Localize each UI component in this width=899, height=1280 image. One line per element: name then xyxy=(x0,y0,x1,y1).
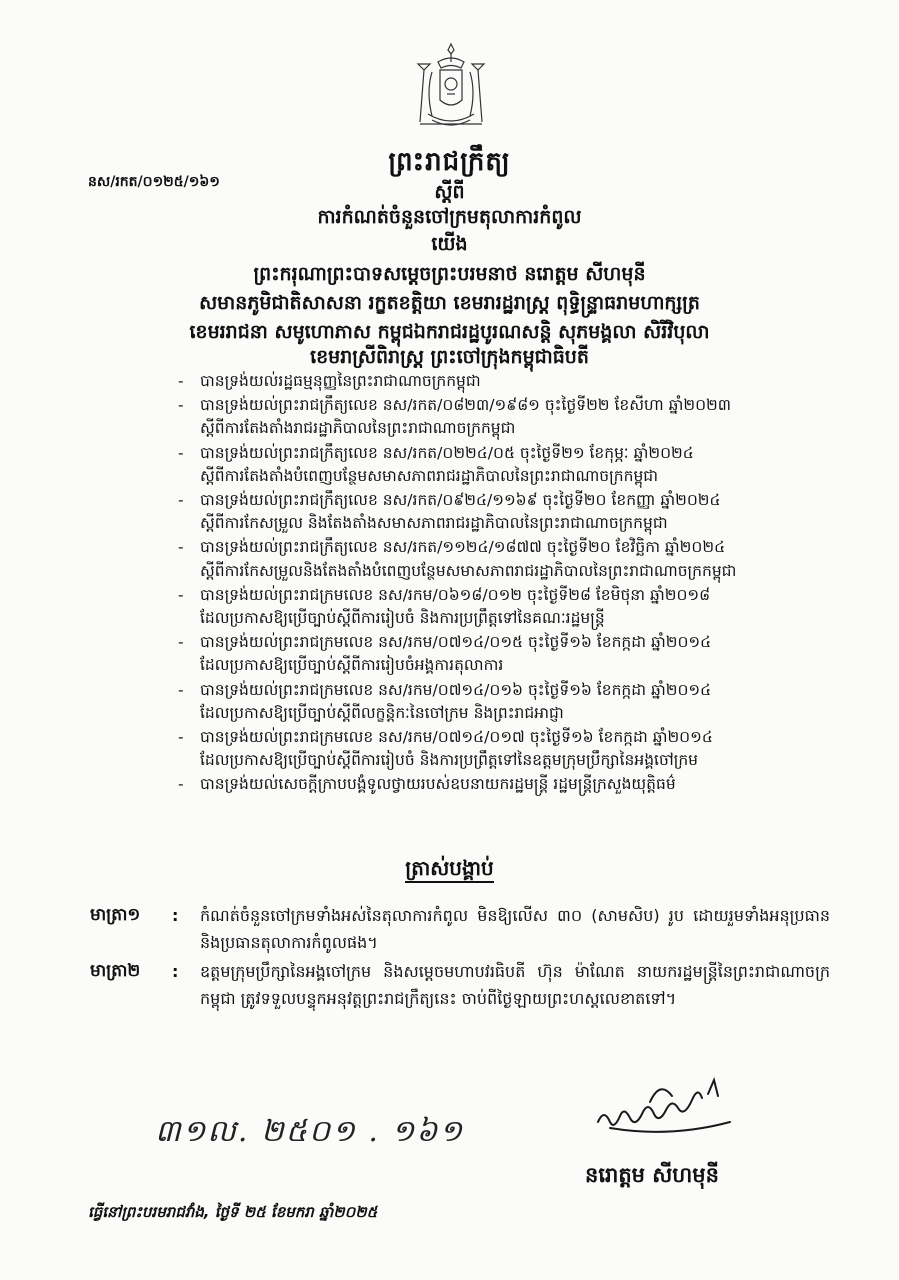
signer-name: នរោត្តម សីហមុនី xyxy=(585,1163,719,1187)
consideration-item: - បានទ្រង់យល់ព្រះរាជក្រមលេខ នស/រកម/០៧១៤/០១៦ ចុះថ្ងៃទី១៦ ខែកក្កដា ឆ្នាំ២០១៤ ដែលប្រកាសឱ្យប្រើច្បាប់ស្តីពីលក្ខន្តិកៈនៃចៅក្រម និងព្រះរាជអាជ្ញា xyxy=(178,680,712,722)
article-label: មាត្រា១ xyxy=(90,905,141,925)
article-2: មាត្រា២ : ឧត្តមក្រុមប្រឹក្សានៃអង្គចៅក្រម និងសម្តេចមហាបវរធិបតី ហ៊ុន ម៉ាណែត នាយករដ្ឋមន្ត្រីនៃព្រះរាជាណាចក្រកម្ពុជា ត្រូវទទួលបន្ទុកអនុវត្តព្រះរាជក្រឹត្យនេះ ចាប់ពីថ្ងៃឡាយព្រះហស្តលេខាតទៅ។ xyxy=(90,958,830,1012)
we-label: យើង xyxy=(431,233,468,255)
king-title-line: ខេមរាស្រីពិរាស្ត្រ ព្រះចៅក្រុងកម្ពុជាធិបតី xyxy=(310,346,589,368)
handwritten-date: ៣១ល. ២៥០១ . ១៦១ xyxy=(155,1114,465,1149)
place-and-date: ធ្វើនៅព្រះបរមរាជវាំង, ថ្ងៃទី ២៥ ខែមករា ឆ្នាំ២០២៥ xyxy=(88,1203,378,1221)
reference-number: នស/រកត/០១២៥/១៦១ xyxy=(88,174,220,190)
decree-heading: ត្រាស់បង្គាប់ xyxy=(0,855,899,885)
subject-title: ការកំណត់ចំនួនចៅក្រមតុលាការកំពូល xyxy=(317,206,582,228)
consideration-item: - បានទ្រង់យល់ព្រះរាជក្រមលេខ នស/រកម/០៦១៨/០១២ ចុះថ្ងៃទី២៨ ខែមិថុនា ឆ្នាំ២០១៨ ដែលប្រកាសឱ្យប្រើច្បាប់ស្តីពីការរៀបចំ និងការប្រព្រឹត្តទៅនៃគណៈរដ្ឋមន្ត្រី xyxy=(178,585,711,628)
article-text: ឧត្តមក្រុមប្រឹក្សានៃអង្គចៅក្រម និងសម្តេចមហាបវរធិបតី ហ៊ុន ម៉ាណែត នាយករដ្ឋមន្ត្រីនៃព្រះរាជាណាចក្រកម្ពុជា ត្រូវទទួលបន្ទុកអនុវត្តព្រះរាជក្រឹត្យនេះ ចាប់ពីថ្ងៃឡាយព្រះហស្តលេខាតទៅ។ xyxy=(200,962,830,1008)
king-title-line: ខេមររាជនា សមូហោភាស កម្ពុជឯករាជរដ្ឋបូរណសន្តិ សុភមង្គលា សិរីវិបុលា xyxy=(189,321,710,343)
consideration-item: - បានទ្រង់យល់ព្រះរាជក្រមលេខ នស/រកម/០៧១៤/០១៥ ចុះថ្ងៃទី១៦ ខែកក្កដា ឆ្នាំ២០១៤ ដែលប្រកាសឱ្យប្រើច្បាប់ស្តីពីការរៀបចំអង្គការតុលាការ xyxy=(178,633,712,675)
consideration-item: - បានទ្រង់យល់ព្រះរាជក្រឹត្យលេខ នស/រកត/១១២៤/១៨៧៧ ចុះថ្ងៃទី២០ ខែវិច្ឆិកា ឆ្នាំ២០២៤ ស្តីពីការកែសម្រួលនិងតែងតាំងបំពេញបន្ថែមសមាសភាពរាជរដ្ឋាភិបាលនៃព្រះរាជាណាចក្រកម្ពុជា xyxy=(178,538,737,580)
article-text: កំណត់ចំនួនចៅក្រមទាំងអស់នៃតុលាការកំពូល មិនឱ្យលើស ៣០ (សាមសិប) រូប ដោយរួមទាំងអនុប្រធាន និងប្រធានតុលាការកំពូលផង។ xyxy=(200,906,830,952)
consideration-item: - បានទ្រង់យល់សេចក្តីក្រាបបង្គំទូលថ្វាយរបស់ឧបនាយករដ្ឋមន្ត្រី រដ្ឋមន្ត្រីក្រសួងយុត្តិធម៌ xyxy=(178,775,676,794)
consideration-item: - បានទ្រង់យល់ព្រះរាជក្រឹត្យលេខ នស/រកត/០៩២៤/១១៦៩ ចុះថ្ងៃទី២០ ខែកញ្ញា ឆ្នាំ២០២៤ ស្តីពីការកែសម្រួល និងតែងតាំងសមាសភាពរាជរដ្ឋាភិបាលនៃព្រះរាជាណាចក្រកម្ពុជា xyxy=(178,491,721,533)
considerations-list xyxy=(178,370,818,798)
consideration-item: - បានទ្រង់យល់ព្រះរាជក្រមលេខ នស/រកម/០៧១៤/០១៧ ចុះថ្ងៃទី១៦ ខែកក្កដា ឆ្នាំ២០១៤ ដែលប្រកាសឱ្យប្រើច្បាប់ស្តីពីការរៀបចំ និងការប្រព្រឹត្តទៅនៃឧត្តមក្រុមប្រឹក្សានៃអង្គចៅក្រម xyxy=(178,728,713,770)
royal-signature xyxy=(590,1072,750,1142)
king-title-line: ព្រះករុណាព្រះបាទសម្តេចព្រះបរមនាថ នរោត្តម សីហមុនី xyxy=(253,263,646,285)
article-1: មាត្រា១ : កំណត់ចំនួនចៅក្រមទាំងអស់នៃតុលាការកំពូល មិនឱ្យលើស ៣០ (សាមសិប) រូប ដោយរួមទាំងអនុប្រធាន និងប្រធានតុលាការកំពូលផង។ xyxy=(90,902,830,956)
consideration-item: - បានទ្រង់យល់ព្រះរាជក្រឹត្យលេខ នស/រកត/០២២៤/០៥ ចុះថ្ងៃទី២១ ខែកុម្ភៈ ឆ្នាំ២០២៤ ស្តីពីការតែងតាំងបំពេញបន្ថែមសមាសភាពរាជរដ្ឋាភិបាលនៃព្រះរាជាណាចក្រកម្ពុជា xyxy=(178,443,694,485)
king-title-line: សមានភូមិជាតិសាសនា រក្ខតខត្តិយា ខេមរារដ្ឋរាស្ត្រ ពុទ្ធិន្ទ្រាធរាមហាក្សត្រ xyxy=(199,292,700,314)
consideration-item: - បានទ្រង់យល់រដ្ឋធម្មនុញ្ញនៃព្រះរាជាណាចក្រកម្ពុជា xyxy=(178,372,481,390)
royal-coat-of-arms-icon xyxy=(410,40,492,132)
about-label: ស្តីពី xyxy=(434,181,465,203)
consideration-item: - បានទ្រង់យល់ព្រះរាជក្រឹត្យលេខ នស/រកត/០៨២៣/១៩៨១ ចុះថ្ងៃទី២២ ខែសីហា ឆ្នាំ២០២៣ ស្តីពីការតែងតាំងរាជរដ្ឋាភិបាលនៃព្រះរាជាណាចក្រកម្ពុជា xyxy=(178,396,732,438)
document-type-title: ព្រះរាជក្រឹត្យ xyxy=(388,147,511,177)
article-label: មាត្រា២ xyxy=(90,961,141,981)
